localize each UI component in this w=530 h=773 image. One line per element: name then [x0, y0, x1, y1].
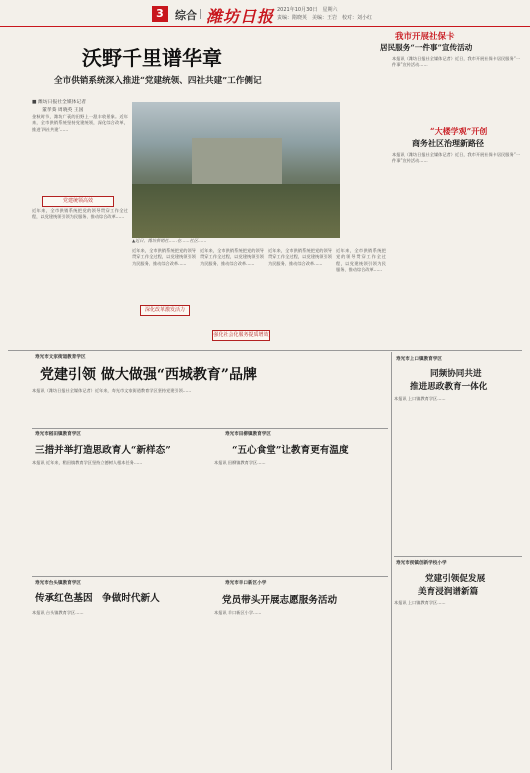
- top-story-byline: 董孝葵 周晓英 王国: [42, 108, 84, 113]
- top-story-body-col3: 近年来，全市供销系统把党的领导贯穿工作全过程，以党建统领引领为民服务、推动综合改革……: [200, 248, 264, 266]
- bl-body: 本报讯 台头镇教育学区……: [32, 610, 84, 615]
- bm-title: 党员带头开展志愿服务活动: [222, 595, 338, 606]
- right-bottom-title-2a: 党建引领促发展: [425, 574, 486, 584]
- divider-4: [394, 556, 522, 557]
- top-story-body-col5: 近年来，全市供销系统把党的领导贯穿工作全过程，以党建统领引领为民服务、推动综合改革……: [336, 248, 386, 273]
- page-number: 3: [152, 6, 168, 22]
- newspaper-logo: 潍坊日报: [206, 7, 275, 26]
- right-top-title3: 商务社区治理新路径: [412, 138, 484, 148]
- top-story-photo: [132, 102, 340, 238]
- right-bottom-kicker-2: 寿光市侯镇创新学校小学: [396, 561, 447, 566]
- mid-right-kicker: 寿光市田柳镇教育学区: [225, 432, 271, 437]
- mid-left-body: 本报讯 近年来，稻田镇教育学区坚持立德树人根本任务……: [32, 460, 143, 465]
- divider-2: [32, 428, 388, 429]
- right-top-body-1: 本报讯（潍坊日报社全媒体记者）近日，我市开展社保卡居民服务“一件事”宣传活动……: [392, 56, 520, 68]
- mid-right-body: 本报讯 田柳镇教育学区……: [214, 460, 266, 465]
- right-bottom-body-1: 本报讯 上口镇教育学区……: [394, 396, 446, 401]
- bottom-left-body: 本报讯（潍坊日报社全媒体记者）近年来，寿光市文家街道教育学区坚持党建引领……: [32, 388, 192, 393]
- top-story-body-col4: 近年来，全市供销系统把党的领导贯穿工作全过程，以党建统领引领为民服务、推动综合改革……: [268, 248, 332, 266]
- bm-body: 本报讯 羊口新区小学……: [214, 610, 262, 615]
- subhead-service: 强化社会化服务提质增效: [212, 330, 270, 341]
- subhead-reform: 深化改革激发活力: [140, 305, 190, 316]
- top-story-body-col2: 近年来，全市供销系统把党的领导贯穿工作全过程，以党建统领引领为民服务、推动综合改革……: [132, 248, 196, 266]
- divider-3: [32, 576, 388, 577]
- right-top-title: 居民服务“一件事”宣传活动: [380, 43, 473, 52]
- masthead-separator: [200, 9, 201, 19]
- right-top-body-2: 本报讯（潍坊日报社全媒体记者）近日，我市开展社保卡居民服务“一件事”宣传活动……: [392, 152, 520, 164]
- right-bottom-title-1a: 同频协同共进: [430, 369, 482, 379]
- right-bottom-body-2: 本报讯 上口镇教育学区……: [394, 600, 446, 605]
- mid-right-title: “五心食堂”让教育更有温度: [232, 445, 349, 456]
- top-story-title: 沃野千里谱华章: [82, 46, 222, 70]
- top-story-body-col1: 近年来，全市供销系统把党的领导贯穿工作全过程，以党建统领引领为民服务、推动综合改革……: [32, 208, 128, 220]
- top-story-subtitle: 全市供销系统深入推进“党建统领、四社共建”工作侧记: [54, 76, 262, 86]
- top-story-lead: 金秋时节，潍坊广袤的田野上一派丰收景象。近年来，全市供销系统坚持党建统领，深化综合改革，推进‘四社共建’……: [32, 114, 128, 132]
- mid-left-title: 三措并举打造思政育人“新样态”: [35, 445, 171, 456]
- bl-kicker: 寿光市台头镇教育学区: [35, 581, 81, 586]
- photo-field: [132, 184, 340, 238]
- vertical-divider: [391, 352, 392, 770]
- bm-kicker: 寿光市羊口新区小学: [225, 581, 267, 586]
- right-bottom-title-1b: 推进思政教育一体化: [410, 382, 488, 392]
- bl-title: 传承红色基因 争做时代新人: [35, 593, 160, 604]
- edit-line: 责编：隋晓英 美编：王岩 校对：刘小红: [277, 15, 373, 21]
- mid-left-kicker: 寿光市稻田镇教育学区: [35, 432, 81, 437]
- subhead-party: 党建统领高效: [42, 196, 114, 207]
- bottom-left-title: 党建引领 做大做强“西城教育”品牌: [40, 367, 257, 383]
- right-bottom-kicker-1: 寿光市上口镇教育学区: [396, 357, 442, 362]
- horizontal-divider: [8, 350, 522, 351]
- right-top-title2: “大楼学观”开创: [430, 126, 488, 136]
- photo-building: [192, 138, 282, 184]
- right-top-header: 我市开展社保卡: [395, 32, 455, 42]
- right-bottom-title-2b: 美育浸润谱新篇: [418, 587, 479, 597]
- section-name: 综合: [175, 9, 197, 22]
- photo-caption: ▲近日，潍坊供销社……在……社区……: [132, 238, 207, 243]
- bottom-left-kicker: 寿光市文家街道教育学区: [35, 355, 86, 360]
- top-story-kicker: ■ 潍坊日报社全媒体记者: [32, 100, 87, 105]
- date-line: 2021年10月30日 星期六: [277, 7, 338, 13]
